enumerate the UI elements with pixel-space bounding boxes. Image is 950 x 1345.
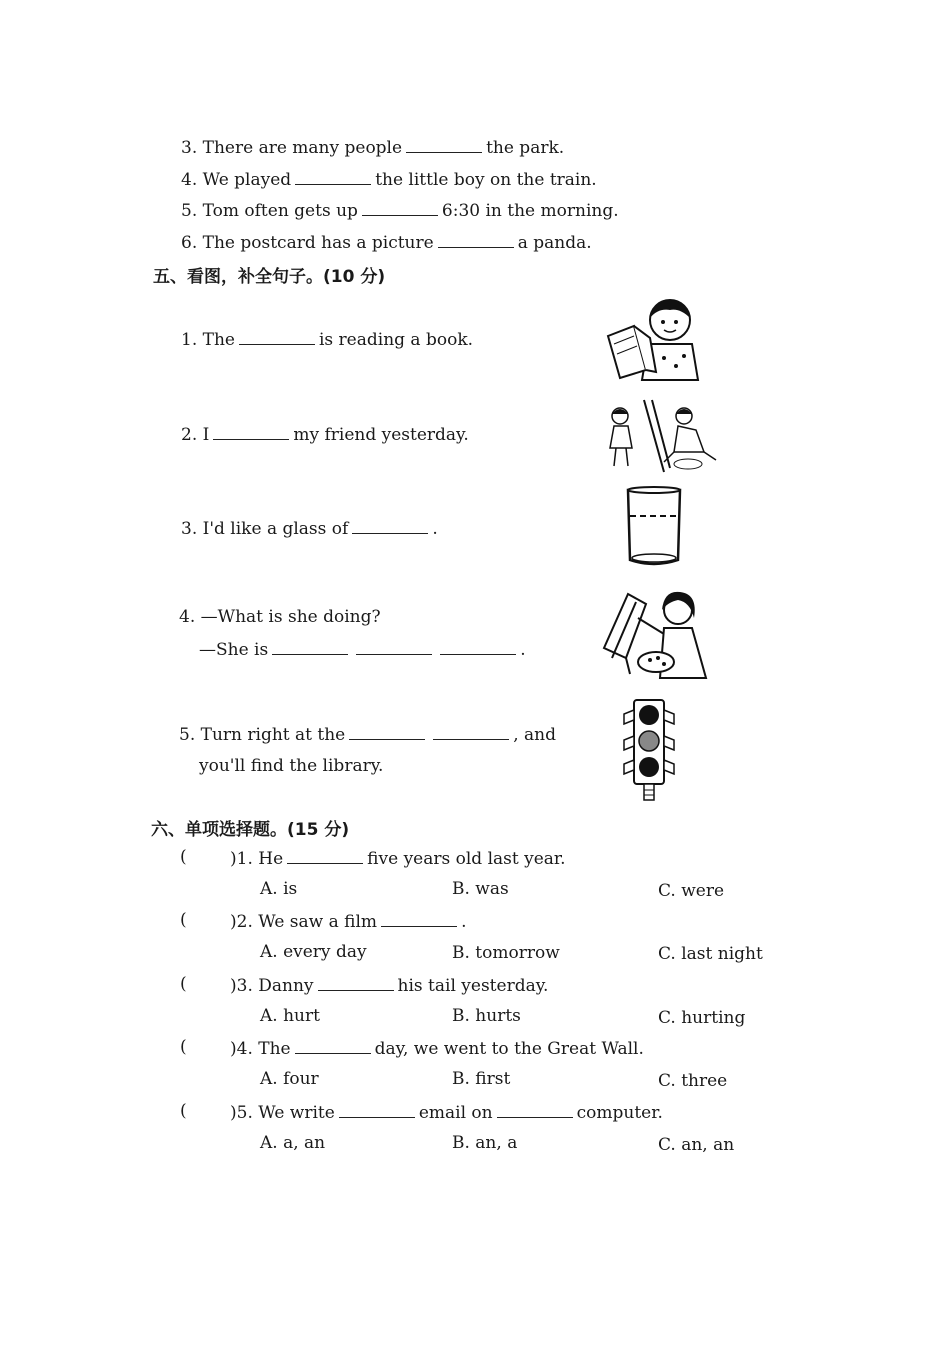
answer-blank[interactable] [438,231,514,248]
question-text: )2. We saw a film [230,912,378,932]
answer-blank[interactable] [356,638,432,655]
question-text: 3. I'd like a glass of [181,519,349,539]
question-text: 2. I [181,425,210,445]
option-b[interactable]: B. was [452,879,509,899]
answer-paren[interactable]: ( [180,910,187,930]
question-text: the little boy on the train. [375,170,597,190]
option-a[interactable]: A. hurt [260,1006,320,1026]
option-c[interactable]: C. three [658,1071,728,1091]
answer-blank[interactable] [318,974,394,991]
answer-blank[interactable] [433,723,509,740]
girl-reading-icon [604,296,704,382]
answer-blank[interactable] [272,638,348,655]
answer-blank[interactable] [287,847,363,864]
option-c[interactable]: C. last night [658,944,763,964]
question-text: . [520,640,526,660]
answer-blank[interactable] [352,517,428,534]
question-6-1 [230,847,566,870]
question-4-3 [181,136,564,159]
answer-blank[interactable] [239,328,315,345]
question-text: my friend yesterday. [293,425,469,445]
option-a[interactable]: A. is [260,879,298,899]
option-c[interactable]: C. hurting [658,1008,746,1028]
option-a[interactable]: A. four [260,1069,319,1089]
answer-blank[interactable] [349,723,425,740]
question-text: 5. Tom often gets up [181,201,358,221]
question-text: 5. Turn right at the [179,725,346,745]
question-4-6 [181,231,592,254]
option-c[interactable]: C. were [658,881,725,901]
answer-paren[interactable]: ( [180,1037,187,1057]
traffic-light-icon [620,698,676,802]
question-text: five years old last year. [367,849,566,869]
answer-blank[interactable] [213,423,289,440]
question-4-4 [181,168,597,191]
question-5-1 [181,328,473,351]
question-5-3 [181,517,438,540]
question-5-4-line1: 4. —What is she doing? [179,607,381,627]
question-5-5-line2: you'll find the library. [199,756,384,776]
answer-blank[interactable] [362,199,438,216]
question-6-2 [230,910,466,933]
question-text: a panda. [517,233,592,253]
question-text: 6. The postcard has a picture [181,233,434,253]
option-b[interactable]: B. first [452,1069,511,1089]
answer-blank[interactable] [295,1037,371,1054]
question-text: —She is [199,640,269,660]
question-5-5-line1 [179,723,556,746]
girls-walking-icon [604,398,720,474]
option-b[interactable]: B. tomorrow [452,943,560,963]
girl-painting-icon [602,588,708,682]
answer-paren[interactable]: ( [180,974,187,994]
question-4-5 [181,199,619,222]
option-b[interactable]: B. hurts [452,1006,521,1026]
question-text: his tail yesterday. [397,976,549,996]
option-a[interactable]: A. a, an [260,1133,326,1153]
question-text: 4. We played [181,170,292,190]
question-text: 1. The [181,330,235,350]
question-text: )1. He [230,849,284,869]
question-text: the park. [486,138,565,158]
answer-blank[interactable] [381,910,457,927]
question-text: computer. [576,1103,663,1123]
question-text: day, we went to the Great Wall. [374,1039,644,1059]
option-c[interactable]: C. an, an [658,1135,735,1155]
answer-blank[interactable] [339,1101,415,1118]
question-5-4-line2 [199,638,526,661]
question-text: )5. We write [230,1103,335,1123]
answer-blank[interactable] [497,1101,573,1118]
question-text: . [432,519,438,539]
section-heading-6: 六、单项选择题。(15 分) [151,820,350,840]
answer-blank[interactable] [440,638,516,655]
question-6-4 [230,1037,644,1060]
glass-of-water-icon [624,486,684,570]
question-text: 6:30 in the morning. [441,201,619,221]
question-text: , and [513,725,557,745]
answer-paren[interactable]: ( [180,847,187,867]
question-text: )4. The [230,1039,291,1059]
question-text: )3. Danny [230,976,314,996]
question-6-3 [230,974,548,997]
question-text: email on [418,1103,493,1123]
question-6-5 [230,1101,663,1124]
answer-blank[interactable] [295,168,371,185]
question-5-2 [181,423,469,446]
answer-blank[interactable] [406,136,482,153]
question-text: 3. There are many people [181,138,403,158]
option-a[interactable]: A. every day [260,942,367,962]
question-text: . [461,912,467,932]
answer-paren[interactable]: ( [180,1101,187,1121]
option-b[interactable]: B. an, a [452,1133,518,1153]
question-text: is reading a book. [318,330,474,350]
section-heading-5: 五、看图，补全句子。(10 分) [153,267,386,287]
